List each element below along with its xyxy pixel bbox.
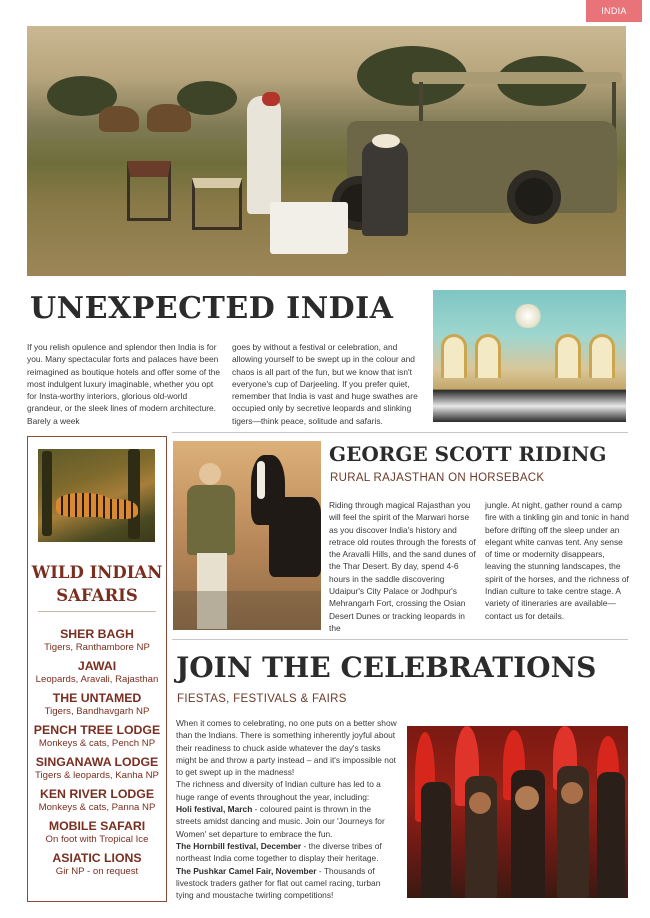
lodge-desc: Monkeys & cats, Panna NP: [38, 802, 156, 813]
lodge-name: JAWAI: [77, 659, 117, 673]
celebrations-text: [176, 717, 398, 901]
lodge-desc: Tigers, Bandhavgarh NP: [44, 706, 150, 717]
celebrations-title: JOIN THE CELEBRATIONS: [176, 651, 597, 684]
lodge-name: SINGANAWA LODGE: [35, 755, 159, 769]
riding-text-col2: jungle. At night, gather round a camp fire with a tinkling gin and tonic in hand before drifting off the sleep under an elegant white canvas tent. Any sense of time or modernity disappears, leaving the stunning landscapes, the spirit of the horses, and the richness of Indian culture to take centre stage. A variety of itineraries are available—contact us for details.: [485, 500, 629, 621]
hornbill-text: - the diverse tribes of northeast India come together to display their heritage.: [176, 840, 382, 864]
celebrations-paragraph: The richness and diversity of Indian culture has led to a huge range of events throughout the year, including:: [176, 779, 381, 802]
riding-subtitle: RURAL RAJASTHAN ON HORSEBACK: [330, 472, 545, 484]
hornbill-label: The Hornbill festival, December: [176, 840, 302, 851]
lodge-name: MOBILE SAFARI: [48, 819, 146, 833]
horse-rider-photo: [173, 441, 321, 630]
lodge-item: [27, 819, 167, 846]
pushkar-label: The Pushkar Camel Fair, November: [176, 865, 317, 876]
lodge-desc: Leopards, Aravali, Rajasthan: [35, 674, 159, 685]
safari-title-line2: SAFARIS: [56, 586, 138, 605]
tiger-photo: [38, 449, 155, 542]
divider: [172, 432, 628, 433]
intro-text-col2: goes by without a festival or celebration, and allowing yourself to be swept up in the colour and chaos is all part of the fun, but we know that isn't everyone's cup of Darjeeling. If you prefer quiet, remember that India is vast and huge swathes are occupied only by secretive leopards and slinking tigers—think peace, solitude and safaris.: [232, 342, 418, 426]
celebrations-subtitle: FIESTAS, FESTIVALS & FAIRS: [177, 693, 347, 705]
holi-text: - coloured paint is thrown in the streets amidst dancing and music. Join our 'Journeys for Women' set departure to embrace the fun.: [176, 804, 385, 839]
celebrations-paragraph: When it comes to celebrating, no one puts on a better show than the Indians. There is something inherently joyful about their readiness to chuck aside whatever the day's tasks might be and throw a party instead – and it's impossible not to get swept up in the madness!: [176, 718, 397, 778]
lodge-item: [27, 691, 167, 718]
safari-title-line1: WILD INDIAN: [31, 563, 163, 582]
intro-text-col1: If you relish opulence and splendor then India is for you. Many spectacular forts and palaces have been reimagined as boutique hotels and offer some of the most indulgent luxury imaginable, whether you opt for Insta-worthy interiors, glorious old-world grandeur, or the sleek lines of modern architecture. Barely a week: [27, 342, 221, 426]
palace-interior-photo: [433, 290, 626, 422]
lodge-desc: Tigers & leopards, Kanha NP: [35, 770, 159, 781]
lodge-item: [27, 787, 167, 814]
lodge-name: KEN RIVER LODGE: [39, 787, 155, 801]
lodge-name: PENCH TREE LODGE: [33, 723, 161, 737]
holi-label: Holi festival, March: [176, 804, 253, 815]
lodge-item: [27, 627, 167, 654]
lodge-desc: Monkeys & cats, Pench NP: [38, 738, 156, 749]
divider: [172, 639, 628, 640]
divider: [38, 611, 156, 612]
riding-text-col1: Riding through magical Rajasthan you will feel the spirit of the Marwari horse as you discover India's history and retrace old routes through the forests of the Aravalli Hills, and the sand dunes of the Thar Desert. By day, spend 4-6 hours in the saddle discovering Udaipur's City Palace or Jodhpur's Mehrangarh Fort, crossing the Osian Desert Dunes or tracking leopards in the: [329, 500, 476, 633]
riding-title: GEORGE SCOTT RIDING: [329, 442, 607, 466]
lodge-name: ASIATIC LIONS: [52, 851, 142, 865]
hero-safari-photo: [27, 26, 626, 276]
holi-festival-item: [176, 803, 398, 840]
lodge-name: THE UNTAMED: [52, 691, 142, 705]
lodge-item: [27, 659, 167, 686]
lodge-item: [27, 851, 167, 878]
lodge-item: [27, 723, 167, 750]
section-tab: INDIA: [586, 0, 642, 22]
hornbill-festival-item: [176, 840, 398, 865]
safari-title: [27, 561, 167, 607]
festival-dancers-photo: [407, 726, 628, 898]
lodge-desc: Gir NP - on request: [55, 866, 139, 877]
pushkar-fair-item: [176, 865, 398, 902]
lodge-item: [27, 755, 167, 782]
pushkar-text: - Thousands of livestock traders gather for flat out camel racing, turban tying and moustache twirling competitions!: [176, 865, 381, 901]
lodge-name: SHER BAGH: [60, 627, 134, 641]
lodge-desc: On foot with Tropical Ice: [45, 834, 149, 845]
page-title: UNEXPECTED INDIA: [30, 291, 394, 326]
lodge-desc: Tigers, Ranthambore NP: [44, 642, 150, 653]
